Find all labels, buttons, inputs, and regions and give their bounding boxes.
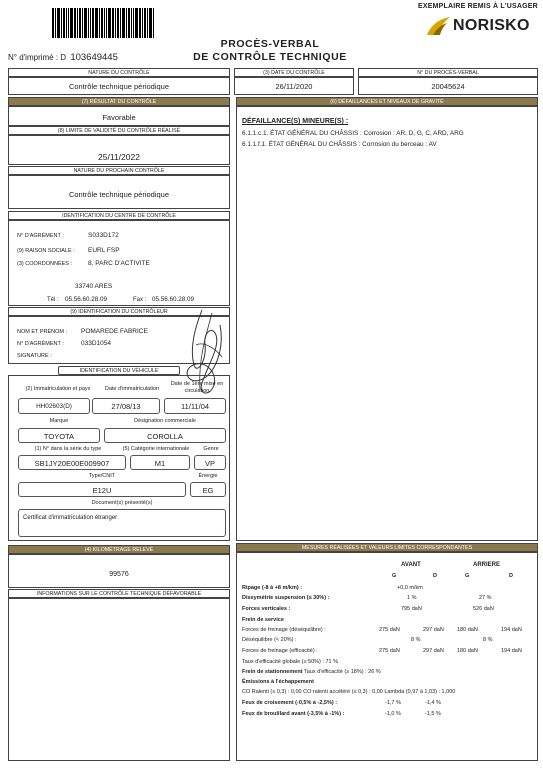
- first-use-box: [164, 398, 226, 414]
- fog-light-label: Feux de brouillard avant (-3,5% à -1%) :: [242, 711, 345, 717]
- validity-box: [8, 135, 230, 165]
- centre-company-value: EURL FSP: [88, 247, 120, 254]
- centre-address-line1: 8, PARC D'ACTIVITE: [88, 260, 150, 267]
- model-box: [104, 428, 226, 443]
- rear-g-label: G: [465, 573, 470, 579]
- brake-efficiency-value: 297 daN: [423, 648, 444, 654]
- brake-imbalance-label: Forces de freinage (déséquilibre) :: [242, 627, 326, 633]
- imbalance-label: Déséquilibre (< 20%) :: [242, 637, 297, 643]
- energy-box: [190, 482, 226, 497]
- dissym-label: Dissymétrie suspension (≤ 30%) :: [242, 595, 330, 601]
- mileage-header: (4) KILOMÉTRAGE RELEVÉ: [8, 545, 230, 554]
- date-value: 26/11/2020: [275, 82, 313, 91]
- type-box: [18, 482, 186, 497]
- category-label: (5) Catégorie internationale: [122, 446, 190, 452]
- next-control-header: NATURE DU PROCHAIN CONTRÔLE: [8, 166, 230, 175]
- date-box: [234, 77, 354, 95]
- first-use-label: Date de 1ère mise en circulation: [170, 381, 224, 394]
- parking-brake-label: Frein de stationnement: [242, 669, 303, 675]
- inspector-name-label: NOM ET PRÉNOM :: [17, 329, 68, 335]
- pv-box: [358, 77, 538, 95]
- genre-label: Genre: [203, 446, 219, 452]
- brake-imbalance-value: 180 daN: [457, 627, 478, 633]
- nature-value: Contrôle technique périodique: [68, 82, 170, 91]
- model-label: Désignation commerciale: [134, 418, 196, 424]
- reg-label: (2) Immatriculation et pays: [25, 386, 91, 392]
- centre-box: [8, 220, 230, 306]
- brake-efficiency-value: 275 daN: [379, 648, 400, 654]
- inspector-signature-label: SIGNATURE :: [17, 353, 52, 359]
- mileage-box: [8, 554, 230, 588]
- category-box: [130, 455, 190, 470]
- validity-value: 25/11/2022: [98, 152, 140, 162]
- first-reg-value: 27/08/13: [111, 402, 141, 411]
- centre-agreement-label: N° D'AGRÉMENT :: [17, 233, 64, 239]
- make-label: Marque: [49, 418, 69, 424]
- model-value: COROLLA: [147, 432, 183, 441]
- parking-brake-row: [242, 669, 381, 676]
- ripage-value: +0,0 m/km: [397, 585, 423, 591]
- centre-company-label: (9) RAISON SOCIALE :: [17, 248, 75, 254]
- brand-name: NORISKO: [453, 17, 530, 34]
- next-control-box: [8, 175, 230, 209]
- inspector-name-value: POMAREDE FABRICE: [81, 328, 148, 335]
- page-title-line2: DE CONTRÔLE TECHNIQUE: [193, 51, 347, 63]
- first-reg-label: Date d'immatriculation: [104, 386, 160, 392]
- imbalance-front: 8 %: [411, 637, 421, 643]
- brake-imbalance-value: 297 daN: [423, 627, 444, 633]
- measures-header: MESURES RÉALISÉES ET VALEURS LIMITES CORRESPONDANTES: [236, 543, 538, 552]
- defects-box: [236, 106, 538, 541]
- make-value: TOYOTA: [43, 432, 75, 441]
- print-number-label: N° d'imprimé : D: [8, 53, 67, 62]
- brake-efficiency-value: 180 daN: [457, 648, 478, 654]
- brake-imbalance-value: 275 daN: [379, 627, 400, 633]
- genre-box: [194, 455, 226, 470]
- brake-efficiency-label: Forces de freinage (efficacité) :: [242, 648, 318, 654]
- first-reg-box: [92, 398, 160, 414]
- parking-brake-value: Taux d'efficacité (≥ 18%) : 26 %: [303, 669, 381, 675]
- first-use-value: 11/11/04: [180, 402, 210, 411]
- global-efficiency: Taux d'efficacité globale (≥ 50%) : 71 %: [242, 659, 338, 665]
- rear-d-label: D: [509, 573, 513, 579]
- front-d-label: D: [433, 573, 437, 579]
- vin-label: (1) N° dans la série du type: [34, 446, 102, 452]
- energy-label: Énergie: [198, 473, 218, 479]
- vin-value: SB1JY20E00E009907: [34, 459, 110, 468]
- front-label: AVANT: [401, 562, 421, 568]
- centre-fax-value: 05.56.60.28.09: [152, 296, 195, 303]
- low-beam-front: -1,7 %: [385, 700, 401, 706]
- centre-fax-label: Fax :: [133, 297, 147, 303]
- type-value: E12U: [92, 486, 112, 495]
- category-value: M1: [154, 459, 166, 468]
- type-label: Type/CNIT: [88, 473, 116, 479]
- norisko-logo: [425, 15, 537, 37]
- inspector-agreement-label: N° D'AGRÉMENT :: [17, 341, 64, 347]
- validity-header: (8) LIMITE DE VALIDITÉ DU CONTRÔLE RÉALISÉ: [8, 126, 230, 135]
- dissym-front: 1 %: [407, 595, 417, 601]
- mileage-value: 99576: [109, 571, 129, 578]
- make-box: [18, 428, 100, 443]
- print-number-value: 103649445: [70, 52, 118, 63]
- defects-title: DÉFAILLANCE(S) MINEURE(S) :: [242, 118, 349, 125]
- norisko-bird-icon: [425, 15, 451, 37]
- centre-address-line2: 33740 ARES: [75, 283, 113, 290]
- genre-value: VP: [204, 459, 215, 468]
- result-box: [8, 106, 230, 126]
- result-value: Favorable: [102, 113, 136, 122]
- vertical-forces-front: 795 daN: [401, 606, 422, 612]
- unfavorable-header: INFORMATIONS SUR LE CONTRÔLE TECHNIQUE DÉFAVORABLE: [8, 589, 230, 598]
- docs-label: Document(s) présenté(s): [91, 500, 153, 506]
- docs-box: [18, 509, 226, 537]
- vertical-forces-rear: 526 daN: [473, 606, 494, 612]
- vehicle-header: IDENTIFICATION DU VÉHICULE: [58, 366, 180, 375]
- rear-label: ARRIERE: [473, 562, 501, 568]
- low-beam-label: Feux de croisement (-0,5% à -2,5%) :: [242, 700, 338, 706]
- dissym-rear: 27 %: [479, 595, 492, 601]
- centre-agreement-value: S033D172: [88, 232, 119, 239]
- date-header: (3) DATE DU CONTRÔLE: [234, 68, 354, 77]
- measures-box: [236, 552, 538, 761]
- nature-header: NATURE DU CONTRÔLE: [8, 68, 230, 77]
- fog-light-front: -1,0 %: [385, 711, 401, 717]
- barcode: [52, 8, 164, 38]
- defect-item: 6.1.1.c.1. ÉTAT GÉNÉRAL DU CHÂSSIS : Corrosion : AR, D, G, C, ARD, ARG: [242, 130, 464, 137]
- result-header: (7) RÉSULTAT DU CONTRÔLE: [8, 97, 230, 106]
- imbalance-rear: 8 %: [483, 637, 493, 643]
- vin-box: [18, 455, 126, 470]
- centre-header: IDENTIFICATION DU CENTRE DE CONTRÔLE: [8, 211, 230, 220]
- nature-box: [8, 77, 230, 95]
- print-number: [8, 52, 118, 63]
- low-beam-rear: -1,4 %: [425, 700, 441, 706]
- inspector-header: (9) IDENTIFICATION DU CONTRÔLEUR: [8, 307, 230, 316]
- centre-tel-value: 05.56.60.28.09: [65, 296, 108, 303]
- reg-value: HH02603(D): [36, 403, 72, 410]
- copy-label: EXEMPLAIRE REMIS À L'USAGER: [418, 3, 538, 10]
- front-g-label: G: [392, 573, 397, 579]
- inspector-agreement-value: 033D1054: [81, 340, 111, 347]
- centre-address-label: (3) COORDONNÉES :: [17, 261, 73, 267]
- brake-efficiency-value: 194 daN: [501, 648, 522, 654]
- defect-item: 6.1.1.f.1. ÉTAT GÉNÉRAL DU CHÂSSIS : Corrosion du berceau : AV: [242, 141, 437, 148]
- page-title-line1: PROCÈS-VERBAL: [220, 38, 320, 50]
- brake-imbalance-value: 194 daN: [501, 627, 522, 633]
- service-brake-label: Frein de service: [242, 617, 284, 623]
- defects-header: (6) DÉFAILLANCES ET NIVEAUX DE GRAVITÉ: [236, 97, 538, 106]
- fog-light-rear: -1,5 %: [425, 711, 441, 717]
- energy-value: EG: [202, 486, 214, 495]
- exhaust-value: CO Ralenti (≤ 0,3) : 0,00 CO ralenti accéléré (≤ 0,3) : 0,00 Lambda (0,97 à 1,03) : 1,000: [242, 689, 456, 695]
- unfavorable-box: [8, 598, 230, 761]
- ripage-label: Ripage (-8 à +8 m/km) :: [242, 585, 303, 591]
- centre-tel-label: Tél :: [47, 297, 59, 303]
- pv-header: N° DU PROCÈS-VERBAL: [358, 68, 538, 77]
- next-control-value: Contrôle technique périodique: [68, 190, 170, 199]
- docs-value: Certificat d'immatriculation étranger: [23, 515, 118, 521]
- pv-value: 20045624: [431, 82, 465, 91]
- vertical-forces-label: Forces verticales :: [242, 606, 291, 612]
- reg-box: [18, 398, 90, 414]
- exhaust-label: Émissions à l'échappement: [242, 679, 314, 685]
